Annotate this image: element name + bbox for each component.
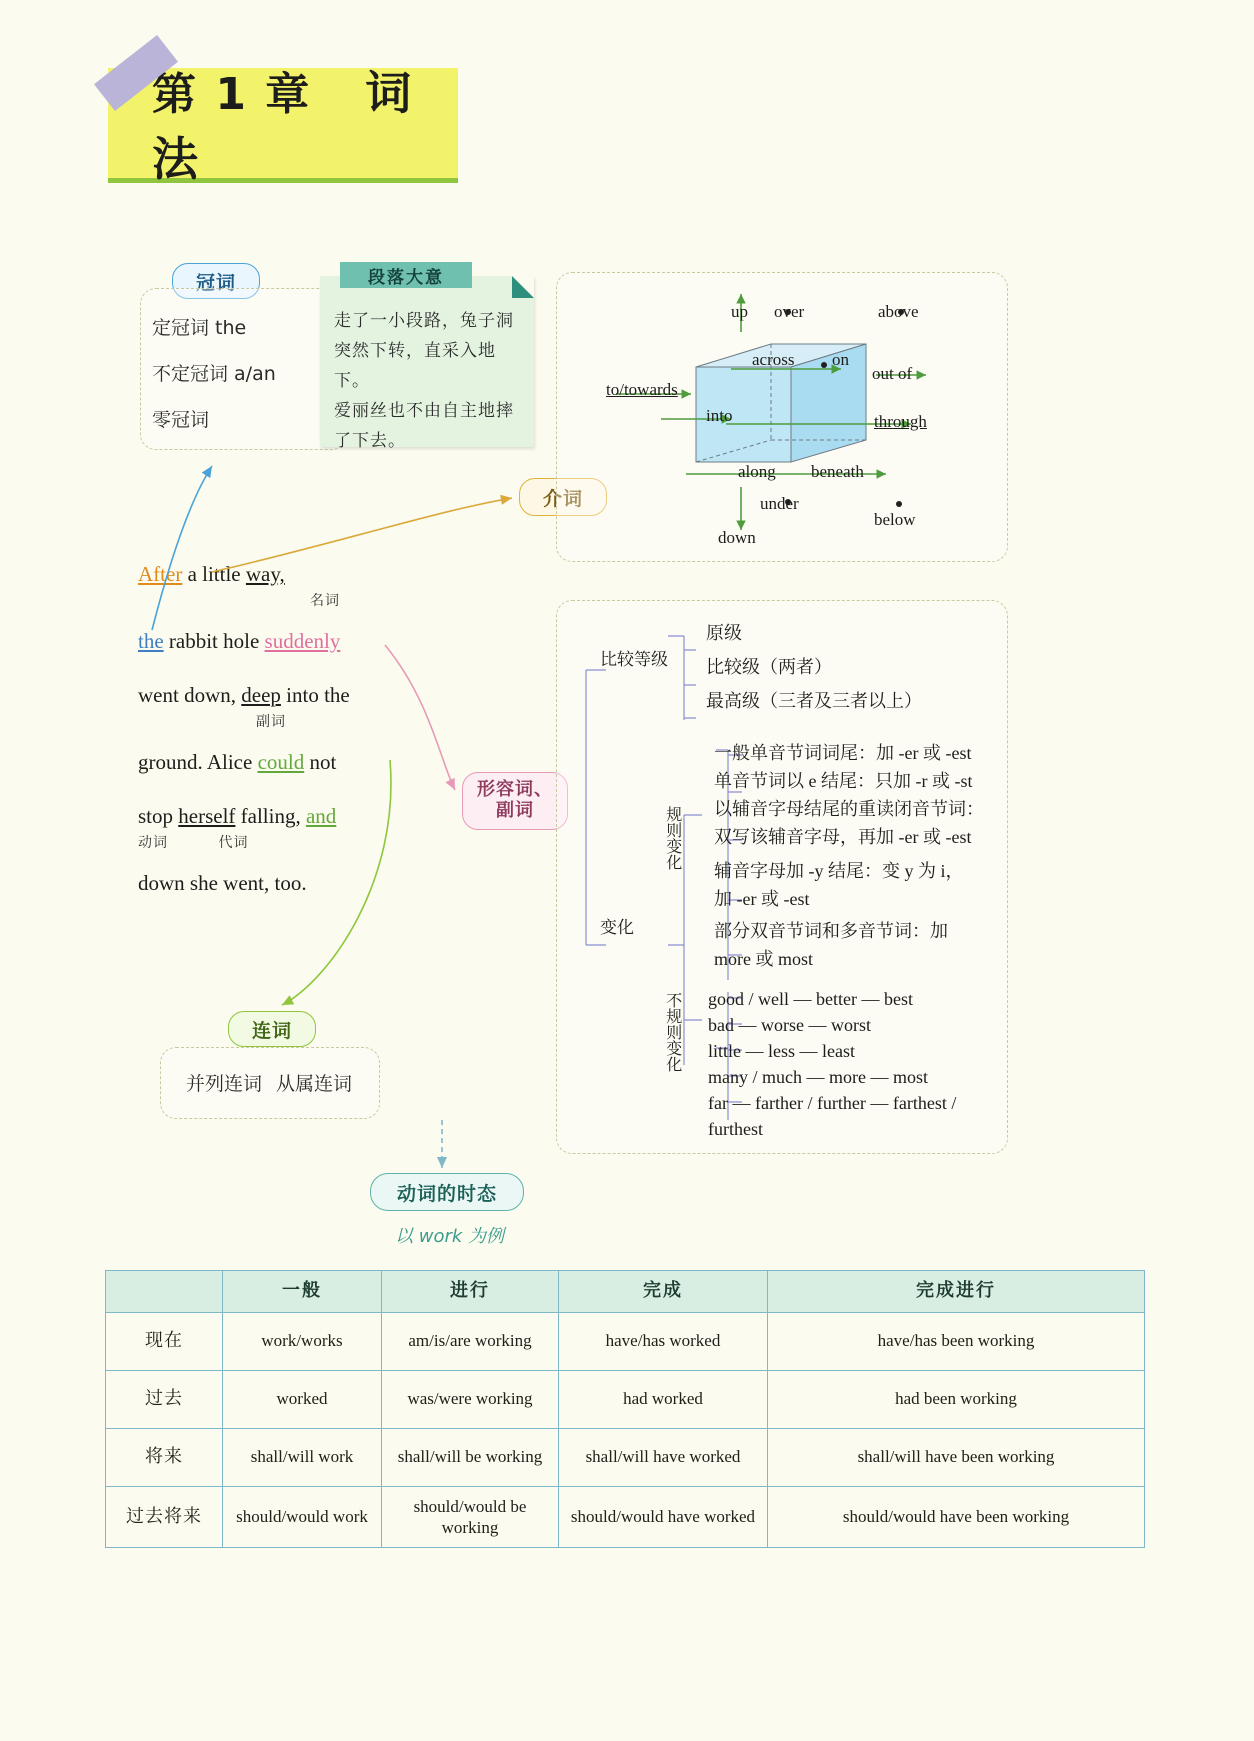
regular-item: 加 -er 或 -est <box>714 889 810 909</box>
chapter-heading <box>108 57 458 189</box>
prep-label: under <box>760 494 799 513</box>
sentence-text: ground. Alice <box>138 749 258 774</box>
table-row <box>106 1486 1145 1548</box>
tag-verb: 动词 <box>138 835 168 852</box>
list-item: 从属连词 <box>276 1072 353 1095</box>
prep-label: above <box>878 302 919 321</box>
node-verb-tense[interactable]: 动词的时态 <box>370 1173 524 1211</box>
node-preposition[interactable]: 介词 <box>519 478 607 516</box>
table-cell: had been working <box>768 1370 1145 1428</box>
column-header: 完成进行 <box>768 1271 1145 1313</box>
word-could: could <box>257 749 305 774</box>
sentence-tag <box>138 705 408 733</box>
row-header: 现在 <box>106 1312 223 1370</box>
prep-label: below <box>874 510 916 529</box>
list-item: 不定冠词 a/an <box>152 363 276 385</box>
prep-label: into <box>706 406 733 425</box>
list-item: 定冠词 the <box>152 317 247 339</box>
regular-item: 单音节词以 e 结尾：只加 -r 或 -st <box>714 771 973 791</box>
irregular-item: little — less — least <box>708 1041 855 1061</box>
word-deep: deep <box>241 683 281 708</box>
conjunction-items <box>160 1047 378 1117</box>
regular-item: 辅音字母加 -y 结尾：变 y 为 i， <box>714 861 964 881</box>
word-and: and <box>305 804 337 829</box>
sentence-line <box>138 627 408 655</box>
row-header: 将来 <box>106 1428 223 1486</box>
tense-note: 以 work 为例 <box>395 1226 505 1247</box>
branch-change-label: 变化 <box>600 918 634 938</box>
note-line: 突然下转，直采入地下。 <box>334 341 496 391</box>
node-article[interactable]: 冠词 <box>172 263 260 299</box>
chapter-banner <box>108 66 458 186</box>
sentence-text: rabbit hole <box>163 628 265 653</box>
column-header <box>106 1271 223 1313</box>
sentence-text: into the <box>280 683 350 708</box>
sentence-text: not <box>304 749 337 774</box>
prep-label: across <box>752 350 795 369</box>
paragraph-summary-body <box>334 306 520 456</box>
table-cell: had worked <box>559 1370 768 1428</box>
sentence-line <box>138 748 408 776</box>
sentence-text: a little <box>182 562 246 586</box>
list-item: 零冠词 <box>152 409 210 431</box>
row-header: 过去 <box>106 1370 223 1428</box>
node-conjunction[interactable]: 连词 <box>228 1011 316 1047</box>
tag-pronoun: 代词 <box>218 835 249 852</box>
table-cell: work/works <box>223 1312 382 1370</box>
table-cell: shall/will work <box>223 1428 382 1486</box>
word-suddenly: suddenly <box>264 628 341 653</box>
table-cell: shall/will be working <box>382 1428 559 1486</box>
chapter-title: 词法 <box>152 66 414 186</box>
degree-item: 最高级（三者及三者以上） <box>706 691 922 711</box>
irregular-item: good / well — better — best <box>708 989 913 1009</box>
chapter-number: 第 1 章 <box>152 69 312 120</box>
sentence-tag <box>138 584 408 612</box>
table-cell: worked <box>223 1370 382 1428</box>
word-after: After <box>138 562 183 586</box>
note-line: 爱丽丝也不由自主地摔 <box>334 401 514 421</box>
tense-table <box>105 1270 1145 1548</box>
prep-label: beneath <box>811 462 864 481</box>
column-header: 一般 <box>223 1271 382 1313</box>
prep-label: to/towards <box>606 380 678 399</box>
irregular-change-label: 不规则变化 <box>663 992 683 1072</box>
table-cell: should/would have worked <box>559 1486 768 1548</box>
prep-label: through <box>874 412 927 431</box>
prep-label: along <box>738 462 776 481</box>
table-cell: shall/will have worked <box>559 1428 768 1486</box>
list-item: 并列连词 <box>185 1072 262 1095</box>
sentence-tag <box>138 826 408 854</box>
table-cell: should/would work <box>223 1486 382 1548</box>
node-label-line2: 副词 <box>496 800 534 821</box>
degree-item: 原级 <box>706 623 742 643</box>
regular-item: 一般单音节词词尾：加 -er 或 -est <box>714 743 972 763</box>
branch-degree-label: 比较等级 <box>600 650 668 670</box>
table-header-row <box>106 1271 1145 1313</box>
node-adjective-adverb[interactable] <box>462 772 568 830</box>
irregular-item: far — farther / further — farthest / <box>708 1093 957 1113</box>
prep-label: out of <box>872 364 913 383</box>
regular-change-label: 规则变化 <box>663 806 683 870</box>
table-row <box>106 1370 1145 1428</box>
word-way: way, <box>245 562 285 586</box>
table-cell: should/would have been working <box>768 1486 1145 1548</box>
sentence-text: falling, <box>235 804 306 829</box>
word-herself: herself <box>178 804 236 829</box>
table-cell: should/would be working <box>382 1486 559 1548</box>
table-cell: shall/will have been working <box>768 1428 1145 1486</box>
regular-item: 部分双音节词和多音节词：加 <box>714 921 948 941</box>
prep-label: over <box>774 302 805 321</box>
sentence-line <box>138 681 408 709</box>
table-cell: have/has been working <box>768 1312 1145 1370</box>
sentence-line <box>138 560 408 588</box>
sentence-line: down she went, too. <box>138 870 307 895</box>
preposition-labels <box>556 272 1006 560</box>
row-header: 过去将来 <box>106 1486 223 1548</box>
table-row <box>106 1428 1145 1486</box>
node-label-line1: 形容词、 <box>477 779 553 801</box>
prep-label: up <box>731 302 748 321</box>
tag-adverb: 副词 <box>256 714 286 731</box>
table-row <box>106 1312 1145 1370</box>
irregular-item: furthest <box>708 1119 763 1139</box>
note-line: 走了一小段路，兔子洞 <box>334 311 514 331</box>
table-cell: am/is/are working <box>382 1312 559 1370</box>
irregular-item: bad — worse — worst <box>708 1015 871 1035</box>
word-the: the <box>138 628 164 653</box>
prep-label: down <box>718 528 756 547</box>
column-header: 进行 <box>382 1271 559 1313</box>
sentence-text: stop <box>138 804 179 829</box>
tag-noun: 名词 <box>310 593 340 610</box>
regular-item: 双写该辅音字母，再加 -er 或 -est <box>714 827 972 847</box>
prep-label: on <box>832 350 849 369</box>
table-cell: was/were working <box>382 1370 559 1428</box>
regular-item: 以辅音字母结尾的重读闭音节词： <box>714 799 984 819</box>
sentence-line <box>138 802 408 830</box>
example-sentence <box>138 560 408 923</box>
irregular-item: many / much — more — most <box>708 1067 928 1087</box>
degree-item: 比较级（两者） <box>706 657 832 677</box>
regular-item: more 或 most <box>714 949 813 969</box>
note-line: 了下去。 <box>334 431 406 451</box>
column-header: 完成 <box>559 1271 768 1313</box>
paragraph-summary-title: 段落大意 <box>340 262 472 288</box>
table-cell: have/has worked <box>559 1312 768 1370</box>
sentence-text: went down, <box>138 683 242 708</box>
paragraph-summary-card <box>320 267 534 451</box>
